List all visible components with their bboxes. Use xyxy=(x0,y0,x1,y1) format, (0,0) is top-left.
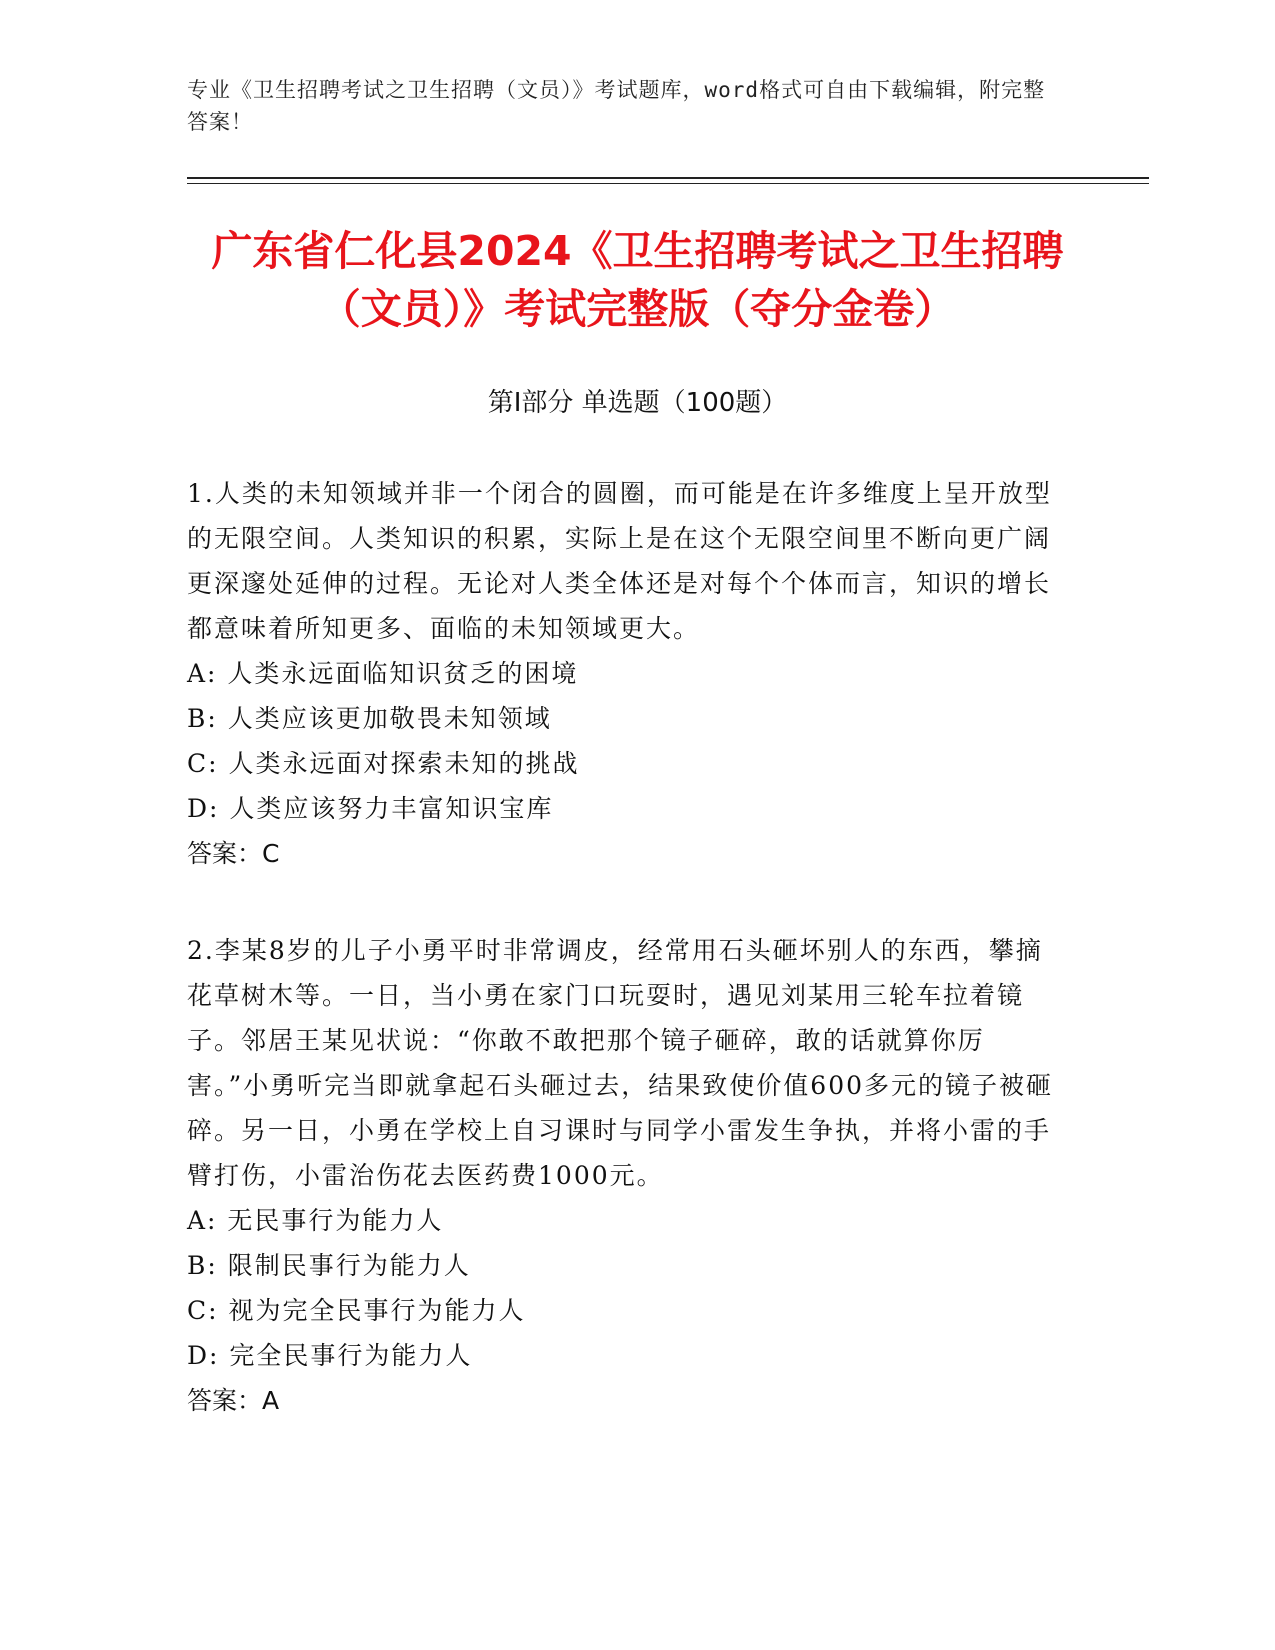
option-c: C: 视为完全民事行为能力人 xyxy=(187,1296,526,1325)
header-divider-thick xyxy=(187,177,1149,179)
document-title: 广东省仁化县2024《卫生招聘考试之卫生招聘（文员）》考试完整版（夺分金卷） xyxy=(211,227,1064,333)
option-d: D: 人类应该努力丰富知识宝库 xyxy=(187,794,554,823)
question-stem: 2.李某8岁的儿子小勇平时非常调皮，经常用石头砸坏别人的东西，攀摘花草树木等。一日，当小勇在家门口玩耍时，遇见刘某用三轮车拉着镜子。邻居王某见状说：“你敢不敢把那个镜子砸碎，敢的话就算你厉害。”小勇听完当即就拿起石头砸过去，结果致使价值600多元的镜子被砸碎。另一日，小勇在学校上自习课时与同学小雷发生争执，并将小雷的手臂打伤，小雷治伤花去医药费1000元。 xyxy=(187,936,1054,1190)
option-b: B: 限制民事行为能力人 xyxy=(187,1251,471,1280)
answer-line: 答案：A xyxy=(187,1386,280,1415)
header-divider-thin xyxy=(187,183,1149,184)
question-block-2 xyxy=(187,928,1067,1423)
option-c: C: 人类永远面对探索未知的挑战 xyxy=(187,749,580,778)
section-title: 第Ⅰ部分 单选题（100题） xyxy=(487,388,788,418)
answer-line: 答案：C xyxy=(187,839,280,868)
header-note: 专业《卫生招聘考试之卫生招聘（文员）》考试题库，word格式可自由下载编辑，附完整答案！ xyxy=(187,78,1046,134)
option-a: A: 人类永远面临知识贫乏的困境 xyxy=(187,659,579,688)
question-block-1 xyxy=(187,471,1067,876)
option-a: A: 无民事行为能力人 xyxy=(187,1206,444,1235)
question-stem: 1.人类的未知领域并非一个闭合的圆圈，而可能是在许多维度上呈开放型的无限空间。人类知识的积累，实际上是在这个无限空间里不断向更广阔更深邃处延伸的过程。无论对人类全体还是对每个个体而言，知识的增长都意味着所知更多、面临的未知领域更大。 xyxy=(187,479,1052,643)
option-d: D: 完全民事行为能力人 xyxy=(187,1341,473,1370)
option-b: B: 人类应该更加敬畏未知领域 xyxy=(187,704,552,733)
